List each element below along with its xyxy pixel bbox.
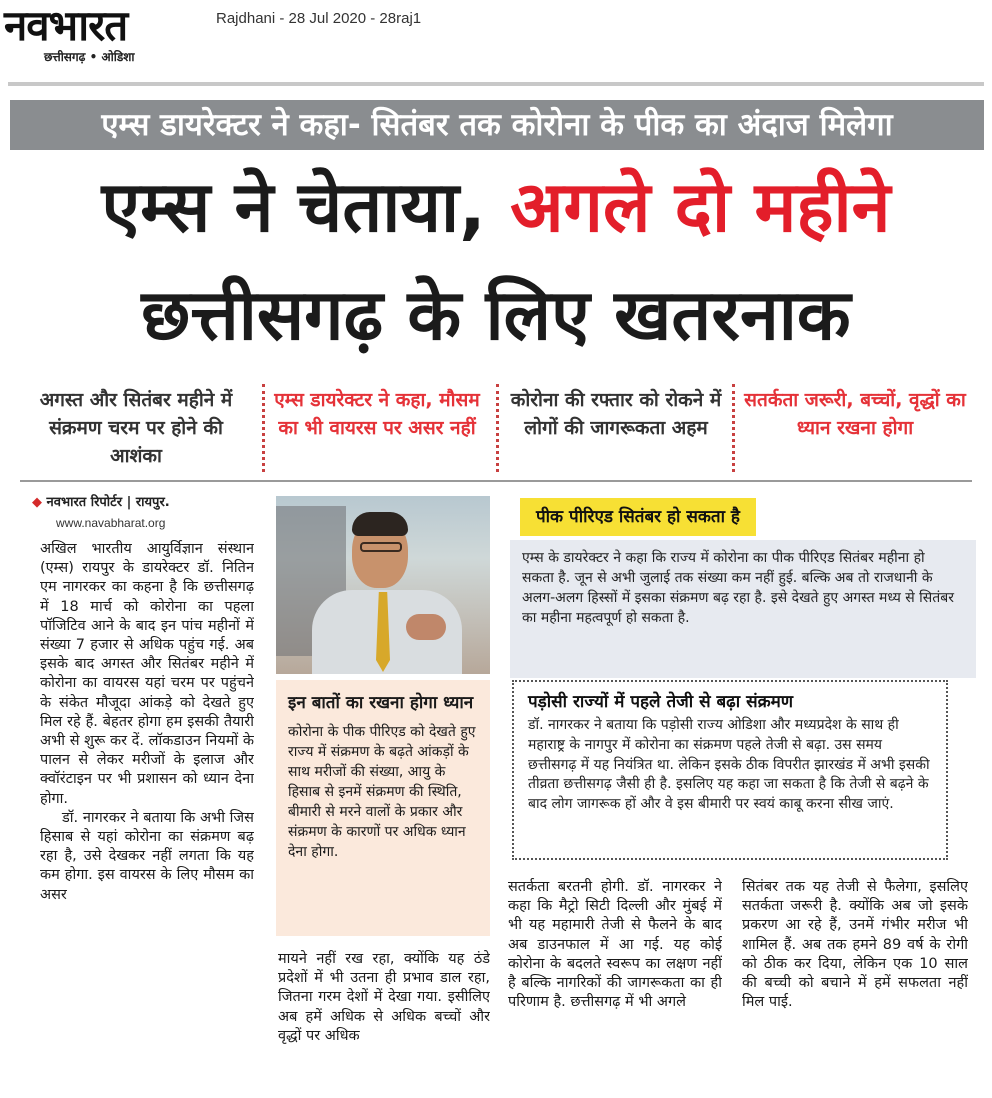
- peak-period-box: [510, 540, 976, 678]
- byline: [32, 492, 170, 510]
- peak-period-heading: पीक पीरिएड सितंबर हो सकता है: [520, 498, 756, 536]
- diamond-icon: ◆: [32, 495, 47, 510]
- highlight-divider: [732, 384, 735, 472]
- photo-figure-hair: [352, 512, 408, 536]
- kicker-banner: एम्स डायरेक्टर ने कहा- सितंबर तक कोरोना के पीक का अंदाज मिलेगा: [10, 100, 984, 150]
- highlight-2: एम्स डायरेक्टर ने कहा, मौसम का भी वायरस पर असर नहीं: [274, 389, 480, 439]
- highlight-divider: [496, 384, 499, 472]
- article-column-4: सितंबर तक यह तेजी से फैलेगा, इसलिए सतर्कता जरूरी है. क्योंकि अब जो इसके प्रकरण आ रहे हैं, उनमें गंभीर मरीज भी शामिल हैं. अब तक हमने 89 वर्ष के रोगी को ठीक कर दिया, लेकिन एक 10 साल की बच्ची को बचाने में हमें सफलता नहीं मिल पाई.: [742, 879, 968, 1011]
- neighbour-states-body: डॉ. नागरकर ने बताया कि पड़ोसी राज्य ओडिशा और मध्यप्रदेश के साथ ही महाराष्ट्र के नागपुर में कोरोना का संक्रमण पहले तेजी से बढ़ा. उस समय छत्तीसगढ़ में यह नियंत्रित था. लेकिन इसके ठीक विपरीत झारखंड में अभी इसकी तीव्रता छत्तीसगढ़ जैसी ही है. इसलिए यह कहा जा सकता है कि तेजी से बढ़ने के बाद लोग जागरूक हों और वे इस बीमारी पर स्वयं काबू करना सीख जाएं.: [528, 717, 930, 813]
- highlight-3: कोरोना की रफ्तार को रोकने में लोगों की जागरूकता अहम: [510, 389, 722, 439]
- section-rule: [20, 480, 972, 482]
- article-paragraph: डॉ. नागरकर ने बताया कि अभी जिस हिसाब से यहां कोरोना का संक्रमण बढ़ रहा है, उसे देखकर नहीं लगता कि यह कम होगा. इस वायरस के लिए मौसम का असर: [40, 809, 254, 903]
- sidebar-title: इन बातों का रखना होगा ध्यान: [288, 693, 474, 713]
- article-column-2: मायने नहीं रख रहा, क्योंकि यह ठंडे प्रदेशों में भी उतना ही प्रभाव डाल रहा, जितना गरम देशों में देखा गया. इसीलिए अब हमें अधिक से अधिक बच्चों और वृद्धों पर अधिक: [278, 951, 490, 1044]
- neighbour-states-title: पड़ोसी राज्यों में पहले तेजी से बढ़ा संक्रमण: [528, 692, 794, 712]
- headline-line-2: छत्तीसगढ़ के लिए खतरनाक: [141, 274, 851, 356]
- highlight-4: सतर्कता जरूरी, बच्चों, वृद्धों का ध्यान रखना होगा: [744, 389, 966, 439]
- logo-subtitle: छत्तीसगढ़ • ओडिशा: [44, 50, 135, 64]
- headline-red-part: अगले दो महीने: [510, 166, 891, 248]
- director-photo: [276, 496, 490, 674]
- highlight-1: अगस्त और सितंबर महीने में संक्रमण चरम पर होने की आशंका: [39, 389, 233, 467]
- sidebar-box: [276, 680, 490, 936]
- article-paragraph: अखिल भारतीय आयुर्विज्ञान संस्थान (एम्स) रायपुर के डायरेक्टर डॉ. नितिन एम नागरकर का कहना है कि छत्तीसगढ़ में 18 मार्च को कोरोना का पहला पॉजिटिव आने के बाद इन पांच महीनों में संख्या 7 हजार से अधिक पहुंच गई. अब इसके बाद अगस्त और सितंबर महीने में कोरोना का वायरस यहां चरम पर पहुंचने के संकेत मौजूदा आंकड़े को देखते हुए मिल रहे हैं. बेहतर होगा हम इसकी तैयारी अभी से शुरू कर दें. लॉकडाउन नियमों के पालन से लेकर मरीजों के इलाज और क्वॉरंटाइन पर भी प्रशासन को ध्यान देना होगा.: [40, 541, 254, 807]
- photo-figure-hand: [406, 614, 446, 640]
- reporter-credit: नवभारत रिपोर्टर | रायपुर.: [46, 495, 170, 510]
- newspaper-logo: [4, 2, 200, 64]
- article-column-3: सतर्कता बरतनी होगी. डॉ. नागरकर ने कहा कि मैट्रो सिटी दिल्ली और मुंबई में भी यह महामारी तेजी से फैलने के बाद अब डाउनफाल में आ गई. यह कोई कोरोना के बदलते स्वरूप का लक्षण नहीं है बल्कि नागरिकों की जागरूकता का ही परिणाम है. छत्तीसगढ़ में भी अगले: [508, 879, 722, 1011]
- sidebar-body: कोरोना के पीक पीरिएड को देखते हुए राज्य में संक्रमण के बढ़ते आंकड़ों के साथ मरीजों की संख्या, आयु के हिसाब से इनमें संक्रमण की स्थिति, बीमारी से मरने वालों के प्रकार और संक्रमण के कारणों पर अधिक ध्यान देना होगा.: [288, 724, 476, 860]
- logo-wordmark: नवभारत: [4, 1, 128, 50]
- website-link[interactable]: www.navabharat.org: [56, 516, 166, 530]
- article-column-1: [40, 540, 254, 1088]
- neighbour-states-box: [512, 680, 948, 860]
- masthead: [0, 0, 992, 82]
- headline-line-1: [0, 162, 992, 252]
- highlight-divider: [262, 384, 265, 472]
- edition-info: Rajdhani - 28 Jul 2020 - 28raj1: [216, 10, 422, 27]
- peak-period-body: एम्स के डायरेक्टर ने कहा कि राज्य में कोरोना का पीक पीरिएड सितंबर महीना हो सकता है. जून से अभी जुलाई तक संख्या कम नहीं हुई. बल्कि अब तो राजधानी के अलग-अलग हिस्सों में इसका संक्रमण बढ़ रहा है. इसे देखते हुए अगस्त मध्य से सितंबर का महीना महत्वपूर्ण हो सकता है.: [522, 550, 954, 626]
- photo-figure-glasses: [360, 542, 402, 552]
- headline-black-part: एम्स ने चेताया,: [101, 166, 511, 248]
